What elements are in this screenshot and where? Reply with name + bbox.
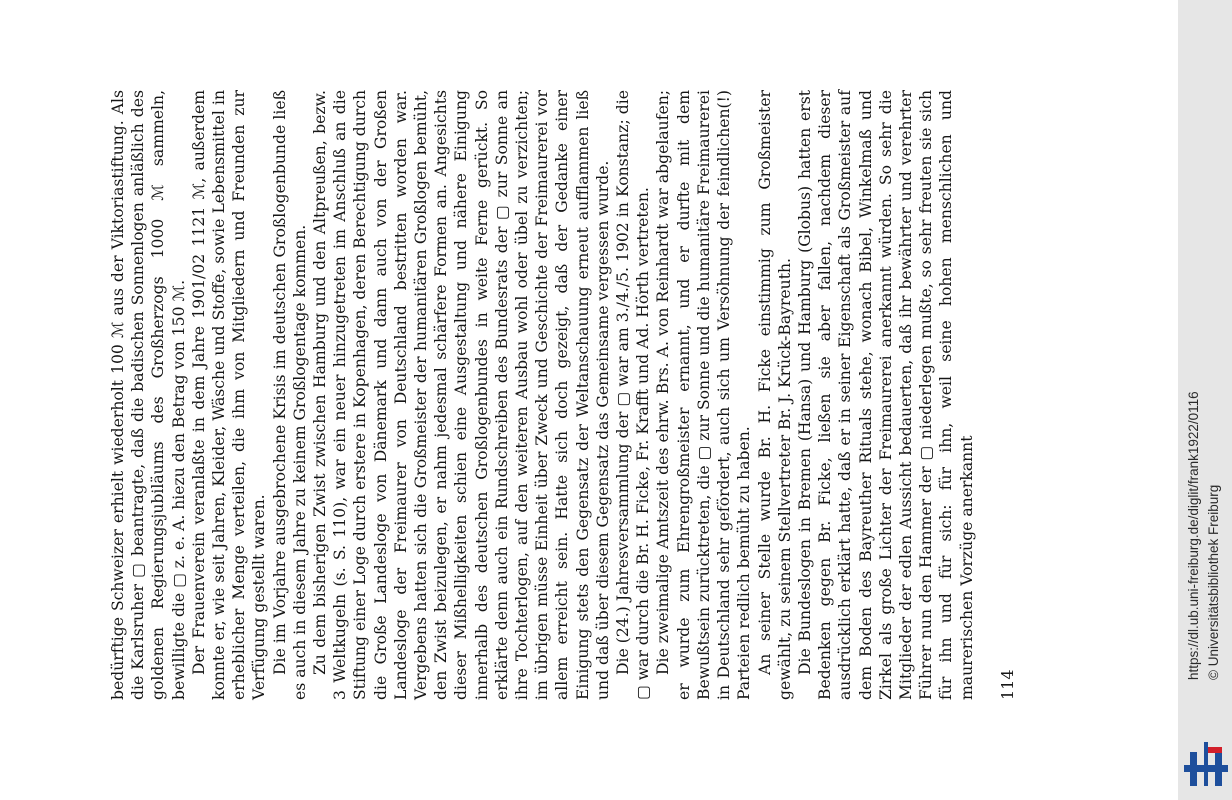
paragraph-4: Zu dem bisherigen Zwist zwischen Hamburg und den Altpreußen, bezw. 3 Weltkugeln (s. S. 110), war ein neuer hinzugetreten im Anschluß an die Stiftung einer Loge durch erstere in Kopenhagen, deren Berechtigung durch die Große Landesloge von Dänemark und dann auch von der Großen Landesloge der Freimaurer von Deutschland bestritten worden war. Vergebens hatten sich die Großmeister der humanitären Großlogen bemüht, den Zwist beizulegen, er nahm jedesmal schärfere Formen an. Angesichts dieser Mißhelligkeiten schien eine Ausgestaltung und nähere Einigung innerhalb des deutschen Großlogenbundes in weite Ferne gerückt. So erklärte denn auch ein Rundschreiben des Bundesrats der ▢ zur Sonne an ihre Tochterlogen, auf den weiteren Ausbau wohl oder übel zu verzichten; im übrigen müsse Einheit über Zweck und Geschichte der Freimaurerei vor allem erreicht sein. Hatte sich doch gezeigt, daß der Gedanke einer Einigung stets den Gegensatz der Weltanschauung erneut aufflammen ließ und daß über diesem Gegensatz das Gemeinsame vergessen wurde. [311,90,612,700]
paragraph-5: Die (24.) Jahresversammlung der ▢ war am 3./4./5. 1902 in Konstanz; die ▢ war durch die Br. H. Ficke, Fr. Krafft und Ad. Hörth vertreten. [614,90,653,700]
sidebar-rotated [1184,0,1226,680]
paragraph-2: Der Frauenverein veranlaßte in dem Jahre 1901/02 1121 ℳ, außerdem konnte er, wie seit Jahren, Kleider, Wäsche und Stoffe, sowie Lebensmittel in erheblicher Menge verteilen, die ihm von Mitgliedern und Freunden zur Verfügung gestellt waren. [189,90,269,700]
rotated-content [90,90,1020,700]
source-url[interactable]: https://dl.ub.uni-freiburg.de/diglit/frank1922/0116 [1186,391,1201,680]
ub-freiburg-logo-icon [1184,738,1228,790]
page-text [108,90,1008,700]
sidebar [1178,0,1232,800]
page-number: 114 [998,669,1017,700]
paragraph-8: Die Bundeslogen in Bremen (Hansa) und Hamburg (Globus) hatten erst Bedenken gegen Br. Ficke, ließen sie aber fallen, nachdem dieser ausdrücklich erklärt hatte, daß er in seiner Eigenschaft als Großmeister auf dem Boden des Bayreuther Rituals stehe, wonach Bibel, Winkelmaß und Zirkel als große Lichter der Freimaurerei anerkannt würden. So sehr die Mitglieder der edlen Aussicht bedauerten, daß ihr bewährter und verehrter Führer nun den Hammer der ▢ niederlegen mußte, so sehr freuten sie sich für ihn und für sich: für ihn, weil seine hohen menschlichen und maurerischen Vorzüge anerkannt [795,90,976,700]
paragraph-6: Die zweimalige Amtszeit des ehrw. Brs. A. von Reinhardt war abgelaufen; er wurde zum Ehrengroßmeister ernannt, und er durfte mit dem Bewußtsein zurücktreten, die ▢ zur Sonne und die humanitäre Freimaurerei in Deutschland sehr gefördert, auch sich um Versöhnung der feindlichen(!) Parteien redlich bemüht zu haben. [654,90,754,700]
paragraph-1: bedürftige Schweizer erhielt wiederholt 100 ℳ aus der Viktoriastiftung. Als die Karlsruher ▢ beantragte, daß die badischen Sonnenlogen anläßlich des goldenen Regierungsjubiläums des Großherzogs 1000 ℳ sammeln, bewilligte die ▢ z. e. A. hiezu den Betrag von 150 ℳ. [109,90,188,700]
copyright-notice: © Universitätsbibliothek Freiburg [1206,484,1221,680]
paragraph-3: Die im Vorjahre ausgebrochene Krisis im deutschen Großlogenbunde ließ es auch in diesem Jahre zu keinem Großlogentage kommen. [270,90,309,700]
paragraph-7: An seiner Stelle wurde Br. H. Ficke einstimmig zum Großmeister gewählt, zu seinem Stellvertreter Br. J. Krück-Bayreuth. [755,90,794,700]
